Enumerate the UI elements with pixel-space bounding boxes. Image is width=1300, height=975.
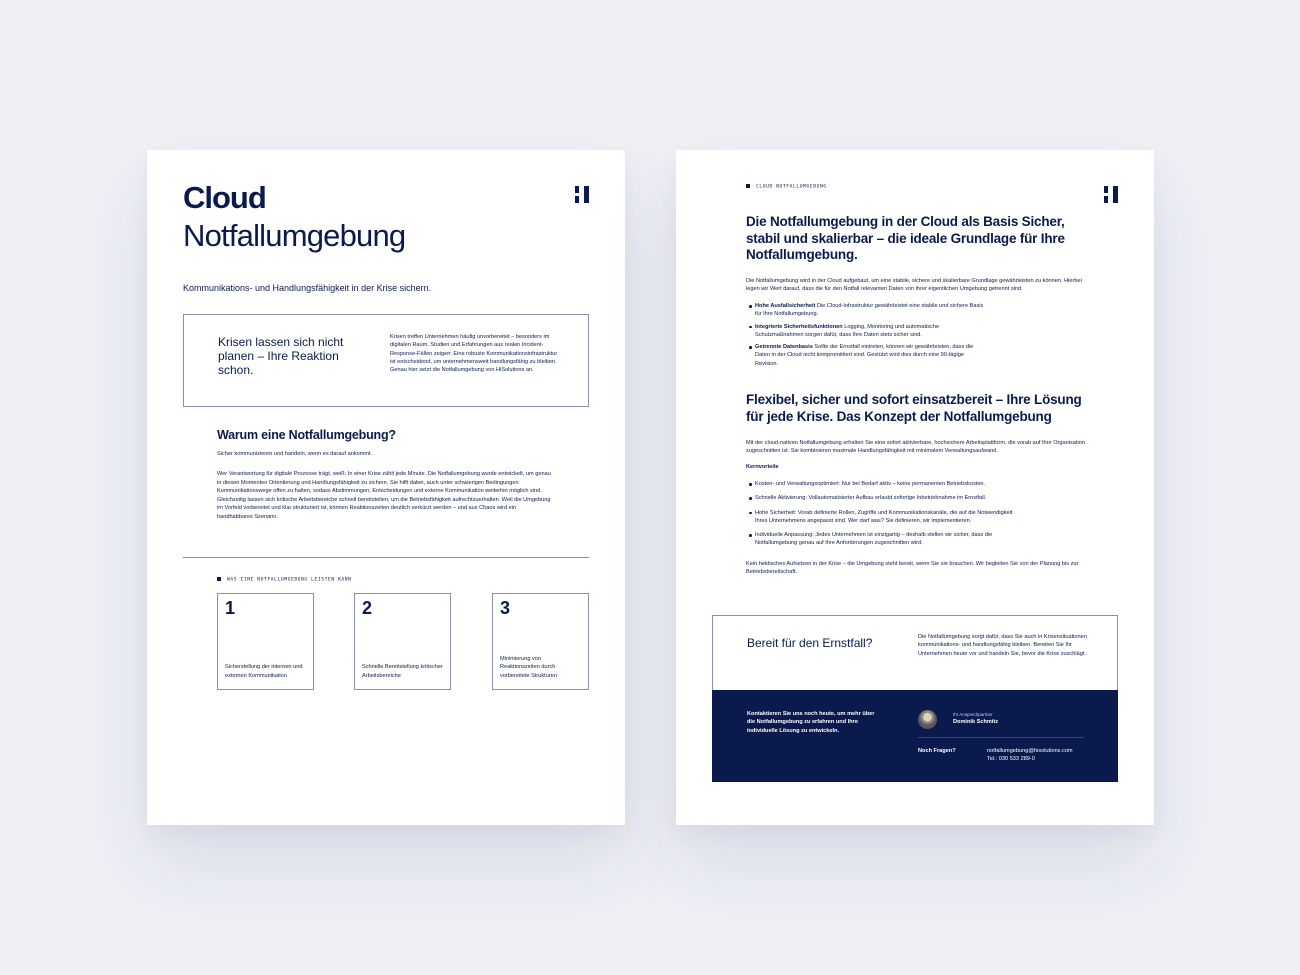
page-subtitle: Kommunikations- und Handlungsfähigkeit in der Krise sichern.	[183, 283, 432, 293]
contact-invite-text: Kontaktieren Sie uns noch heute, um mehr über die Notfallumgebung zu erfahren und Ihre individuelle Lösung zu entwickeln.	[747, 711, 875, 734]
list-item: Hohe Ausfallsicherheit Die Cloud-Infrastruktur gewährleistet eine stabile und sichere Basis für Ihre Notfallumgebung.	[746, 302, 986, 319]
intro-box	[183, 314, 589, 407]
square-bullet-icon	[746, 184, 750, 188]
section-body: Wer Verantwortung für digitale Prozesse trägt, weiß: In einer Krise zählt jede Minute. Die Notfallumgebung wurde entwickelt, um genau in diesen Momenten Orientierung und Handlungsfähigkeit zu sichern. Sie hilft dabei, auch unter schwierigen Bedingungen Kommunikationswege offen zu halten, sodass Abstimmungen, Entscheidungen und externe Kommunikation weiterhin möglich sind. Gleichzeitig lassen sich kritische Arbeitsbereiche schnell bereitstellen, um die Betriebsfähigkeit aufrechtzuerhalten. Weil die Umgebung im Vorfeld vorbereitet und klar strukturiert ist, können Reaktionszeiten deutlich verkürzt werden – und aus Chaos wird ein handhabbares Szenario.	[217, 471, 551, 520]
card-number: 1	[225, 598, 236, 618]
contact-email-link[interactable]: notfallumgebung@hisolutions.com	[987, 748, 1073, 754]
divider	[183, 557, 589, 558]
feature-list	[746, 302, 986, 372]
eyebrow-label: CLOUD NOTFALLUMGEBUNG	[746, 184, 827, 191]
list-item: Integrierte Sicherheitsfunktionen Logging, Monitoring und automatische Schutzmaßnahmen sorgen dafür, dass Ihre Daten stets sicher sind.	[746, 323, 986, 340]
card-text: Sicherstellung der internen und externen Kommunikation	[225, 664, 303, 679]
benefits-label: Kernvorteile	[746, 464, 779, 470]
cta-box	[712, 615, 1118, 782]
page-title-bold: Cloud	[183, 180, 266, 215]
square-bullet-icon	[217, 577, 221, 581]
closing-paragraph: Kein hektisches Aufsetzen in der Krise – die Umgebung steht bereit, wenn Sie sie brauchen. Wir begleiten Sie von der Planung bis zur Betriebsbereitschaft.	[746, 561, 1079, 576]
brand-logo-icon	[575, 186, 590, 203]
contact-name: Dominik Schmitz	[953, 719, 999, 725]
cta-heading: Bereit für den Ernstfall?	[747, 636, 873, 650]
questions-label: Noch Fragen?	[918, 748, 956, 754]
card-number: 2	[362, 598, 373, 618]
section-heading-2: Flexibel, sicher und sofort einsatzbereit – Ihre Lösung für jede Krise. Das Konzept der Notfallumgebung	[746, 392, 1082, 424]
list-item: Kosten- und Verwaltungsoptimiert: Nur bei Bedarf aktiv – keine permanenten Betriebskosten.	[746, 480, 1016, 488]
cta-text: Die Notfallumgebung sorgt dafür, dass Sie auch in Krisensituationen kommunikations- und handlungsfähig bleiben. Bereiten Sie Ihr Unternehmen heute vor und handeln Sie, bevor die Krise zuschlägt.	[918, 634, 1087, 657]
page-title-light: Notfallumgebung	[183, 218, 406, 253]
list-item: Schnelle Aktivierung: Vollautomatisierter Aufbau erlaubt sofortige Inbetriebnahme im Ernstfall.	[746, 494, 1016, 502]
contact-panel	[712, 690, 1118, 782]
intro-box-heading: Krisen lassen sich nicht planen – Ihre Reaktion schon.	[218, 335, 344, 377]
section-intro: Die Notfallumgebung wird in der Cloud aufgebaut, um eine stabile, sichere und skalierbare Grundlage gewährleisten zu können. Hierbei legen wir Wert darauf, dass die für den Notfall relevanten Daten von ihrer eigentlichen Umgebung getrennt sind.	[746, 278, 1082, 293]
intro-box-text: Krisen treffen Unternehmen häufig unvorbereitet – besonders im digitalen Raum. Studien und Erfahrungen aus realen Incident-Response-Fällen zeigen: Eine robuste Kommunikationsinfrastruktur ist entscheidend, um unternehmensweit handlungsfähig zu bleiben. Genau hier setzt die Notfallumgebung von HiSolutions an.	[390, 334, 558, 374]
document-page-2	[676, 150, 1154, 825]
card-text: Minimierung von Reaktionszeiten durch vorbereitete Strukturen	[500, 656, 557, 679]
list-item: Getrennte Datenbasis Sollte der Ernstfall eintreten, können wir gewährleisten, dass die Daten in der Cloud nicht kompromittiert sind. Gestützt wird dies durch eine 90-tägige Revision.	[746, 343, 986, 368]
feature-card-2	[354, 593, 451, 690]
card-text: Schnelle Bereitstellung kritischer Arbeitsbereiche	[362, 664, 443, 679]
benefits-list	[746, 480, 1016, 554]
section-paragraph: Mit der cloud-nativen Notfallumgebung erhalten Sie eine sofort aktivierbare, hochsichere Arbeitsplattform, die vorab auf Ihre Organisation zugeschnitten ist. Sie kombinieren maximale Handlungsfähigkeit mit minimalem Verwaltungsaufwand.	[746, 440, 1085, 455]
feature-card-1	[217, 593, 314, 690]
divider	[918, 737, 1084, 738]
list-item: Individuelle Anpassung: Jedes Unternehmen ist einzigartig – deshalb stellen wir sicher, dass die Notfallumgebung genau auf Ihre Anforderungen zugeschnitten wird.	[746, 531, 1016, 548]
section-heading-1: Die Notfallumgebung in der Cloud als Basis Sicher, stabil und skalierbar – die ideale Grundlage für Ihre Notfallumgebung.	[746, 214, 1065, 262]
contact-role: Ihr Ansprechpartner	[953, 712, 993, 717]
card-number: 3	[500, 598, 511, 618]
section-heading: Warum eine Notfallumgebung?	[217, 428, 396, 442]
brand-logo-icon	[1104, 186, 1119, 203]
document-page-1	[147, 150, 625, 825]
avatar	[918, 710, 937, 729]
eyebrow-label: WAS EINE NOTFALLUMGEBUNG LEISTEN KANN	[217, 577, 352, 584]
section-lead: Sicher kommunizieren und handeln, wenn es darauf ankommt.	[217, 451, 373, 457]
list-item: Hohe Sicherheit: Vorab definierte Rollen, Zugriffe und Kommunikationskanäle, die auf die Notwendigkeit Ihres Unternehmens angepasst sind. Wer darf was? Sie definieren, wir implementieren.	[746, 509, 1016, 526]
feature-card-3	[492, 593, 589, 690]
contact-phone[interactable]: Tel.: 030 533 289-0	[987, 756, 1035, 762]
